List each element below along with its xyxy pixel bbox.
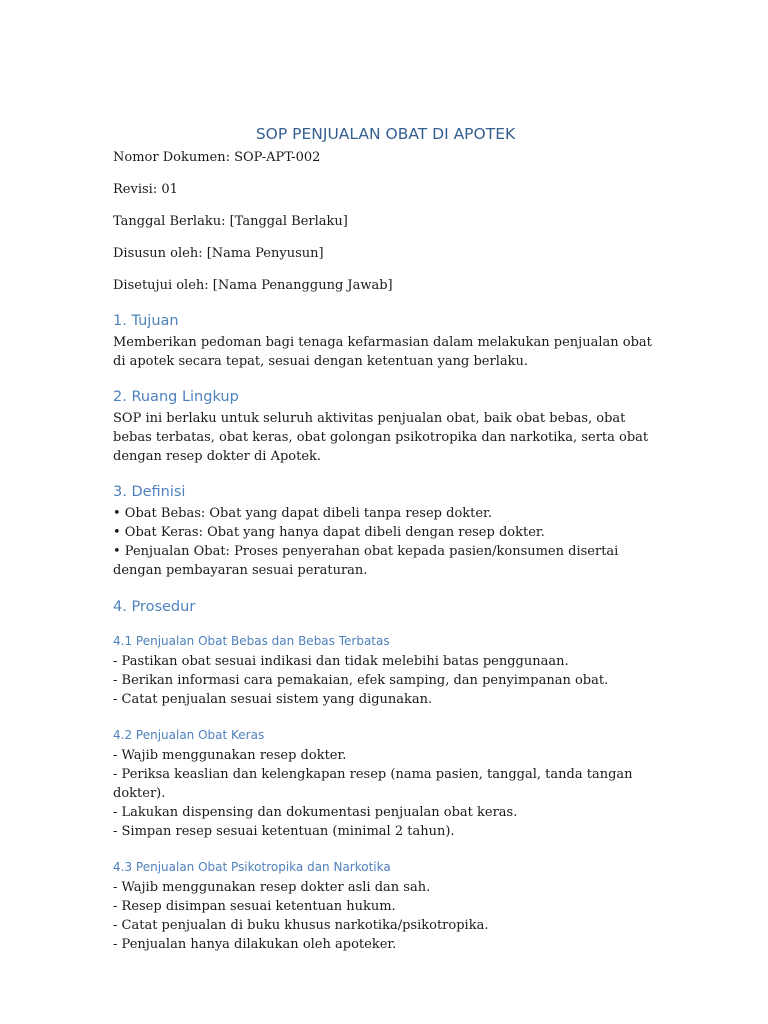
section-text-tujuan: Memberikan pedoman bagi tenaga kefarmasian dalam melakukan penjualan obat di apotek secara tepat, sesuai dengan ketentuan yang berlaku.	[113, 335, 652, 369]
procedure-item: - Simpan resep sesuai ketentuan (minimal 2 tahun).	[113, 824, 455, 839]
prepared-by: Disusun oleh: [Nama Penyusun]	[113, 246, 324, 261]
definition-item: • Penjualan Obat: Proses penyerahan obat kepada pasien/konsumen disertai dengan pembayaran sesuai peraturan.	[113, 544, 619, 578]
revision: Revisi: 01	[113, 182, 178, 197]
procedure-item: - Pastikan obat sesuai indikasi dan tidak melebihi batas penggunaan.	[113, 654, 569, 669]
document-title: SOP PENJUALAN OBAT DI APOTEK	[255, 125, 516, 143]
section-heading-prosedur: 4. Prosedur	[113, 599, 196, 615]
definition-item: • Obat Keras: Obat yang hanya dapat dibeli dengan resep dokter.	[113, 525, 545, 540]
procedure-item: - Wajib menggunakan resep dokter.	[113, 748, 347, 763]
effective-date: Tanggal Berlaku: [Tanggal Berlaku]	[113, 214, 348, 229]
procedure-item: - Catat penjualan di buku khusus narkotika/psikotropika.	[113, 918, 489, 933]
section-text-ruang-lingkup: SOP ini berlaku untuk seluruh aktivitas penjualan obat, baik obat bebas, obat bebas terbatas, obat keras, obat golongan psikotropika dan narkotika, serta obat dengan resep dokter di Apotek.	[113, 411, 649, 464]
subsection-heading-4-2: 4.2 Penjualan Obat Keras	[113, 728, 265, 742]
section-heading-definisi: 3. Definisi	[113, 484, 186, 500]
procedure-item: - Resep disimpan sesuai ketentuan hukum.	[113, 899, 396, 914]
document-number: Nomor Dokumen: SOP-APT-002	[113, 150, 321, 165]
section-heading-tujuan: 1. Tujuan	[113, 313, 179, 329]
section-heading-ruang-lingkup: 2. Ruang Lingkup	[113, 389, 239, 405]
subsection-heading-4-3: 4.3 Penjualan Obat Psikotropika dan Narkotika	[113, 860, 391, 874]
procedure-item: - Periksa keaslian dan kelengkapan resep (nama pasien, tanggal, tanda tangan dokter).	[113, 767, 633, 801]
procedure-item: - Catat penjualan sesuai sistem yang digunakan.	[113, 692, 433, 707]
procedure-item: - Penjualan hanya dilakukan oleh apoteker.	[113, 937, 397, 952]
procedure-item: - Lakukan dispensing dan dokumentasi penjualan obat keras.	[113, 805, 518, 820]
procedure-item: - Wajib menggunakan resep dokter asli dan sah.	[113, 880, 431, 895]
procedure-item: - Berikan informasi cara pemakaian, efek samping, dan penyimpanan obat.	[113, 673, 609, 688]
document-page	[113, 120, 658, 954]
approved-by: Disetujui oleh: [Nama Penanggung Jawab]	[113, 278, 393, 293]
subsection-heading-4-1: 4.1 Penjualan Obat Bebas dan Bebas Terbatas	[113, 634, 390, 648]
definition-item: • Obat Bebas: Obat yang dapat dibeli tanpa resep dokter.	[113, 506, 492, 521]
